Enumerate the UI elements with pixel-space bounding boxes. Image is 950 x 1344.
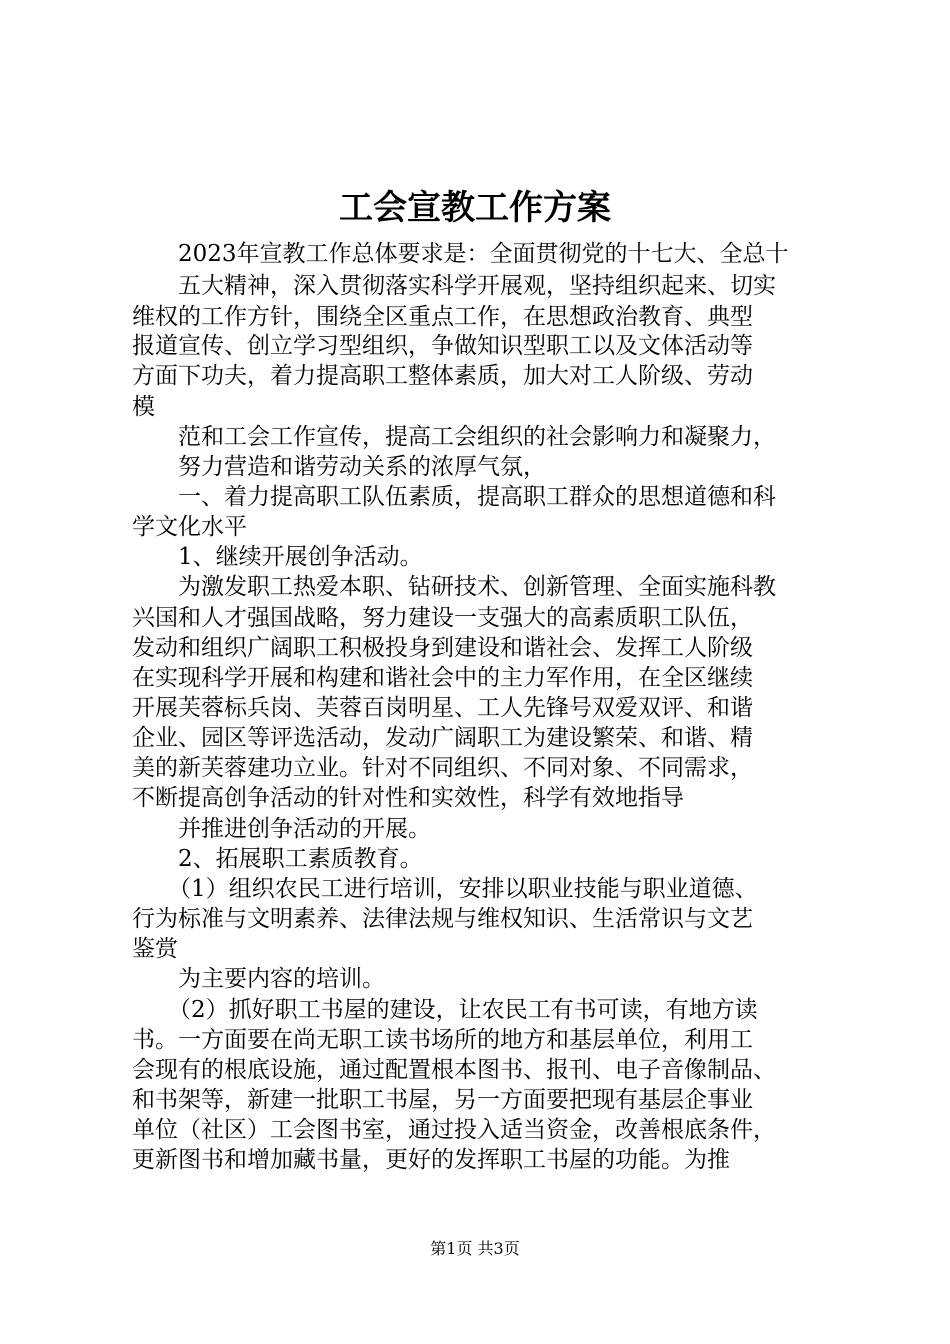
body-line: 兴国和人才强国战略，努力建设一支强大的高素质职工队伍，: [132, 605, 753, 631]
body-line: 会现有的根底设施，通过配置根本图书、报刊、电子音像制品、: [132, 1057, 776, 1083]
body-line: 为主要内容的培训。: [178, 966, 385, 992]
body-line: 五大精神，深入贯彻落实科学开展观，坚持组织起来、切实: [178, 273, 776, 299]
body-line: 美的新芙蓉建功立业。针对不同组织、不同对象、不同需求，: [132, 755, 753, 781]
body-line: 在实现科学开展和构建和谐社会中的主力军作用，在全区继续: [132, 665, 753, 691]
body-line: 不断提高创争活动的针对性和实效性，科学有效地指导: [132, 785, 684, 811]
body-line: 鉴赏: [132, 936, 178, 962]
body-line: 范和工会工作宣传，提高工会组织的社会影响力和凝聚力，: [178, 424, 776, 450]
body-line: 模: [132, 394, 155, 420]
body-line: 开展芙蓉标兵岗、芙蓉百岗明星、工人先锋号双爱双评、和谐: [132, 695, 753, 721]
body-line: 为激发职工热爱本职、钻研技术、创新管理、全面实施科教: [178, 574, 776, 600]
body-line: 更新图书和增加藏书量，更好的发挥职工书屋的功能。为推: [132, 1147, 730, 1173]
body-line: 方面下功夫，着力提高职工整体素质，加大对工人阶级、劳动: [132, 363, 753, 389]
body-line: 2、拓展职工素质教育。: [178, 846, 423, 872]
body-line: （2）抓好职工书屋的建设，让农民工有书可读，有地方读: [168, 997, 758, 1023]
body-line: 一、着力提高职工队伍素质，提高职工群众的思想道德和科: [178, 484, 776, 510]
document-title: 工会宣教工作方案: [339, 188, 611, 228]
body-line: 并推进创争活动的开展。: [178, 816, 431, 842]
body-line: 1、继续开展创争活动。: [178, 544, 423, 570]
body-line: （1）组织农民工进行培训，安排以职业技能与职业道德、: [168, 876, 758, 902]
body-line: 行为标准与文明素养、法律法规与维权知识、生活常识与文艺: [132, 906, 753, 932]
body-line: 维权的工作方针，围绕全区重点工作，在思想政治教育、典型: [132, 304, 753, 330]
body-line: 发动和组织广阔职工积极投身到建设和谐社会、发挥工人阶级: [132, 635, 753, 661]
body-line: 单位（社区）工会图书室，通过投入适当资金，改善根底条件，: [132, 1117, 776, 1143]
body-line: 书。一方面要在尚无职工读书场所的地方和基层单位，利用工: [132, 1027, 753, 1053]
body-line: 和书架等，新建一批职工书屋，另一方面要把现有基层企事业: [132, 1087, 753, 1113]
body-line: 2023年宣教工作总体要求是：全面贯彻党的十七大、全总十: [178, 241, 789, 267]
page-footer: 第1页 共3页: [430, 1239, 520, 1258]
body-line: 企业、园区等评选活动，发动广阔职工为建设繁荣、和谐、精: [132, 725, 753, 751]
body-line: 报道宣传、创立学习型组织，争做知识型职工以及文体活动等: [132, 333, 753, 359]
body-line: 努力营造和谐劳动关系的浓厚气氛，: [178, 454, 546, 480]
body-line: 学文化水平: [132, 514, 247, 540]
